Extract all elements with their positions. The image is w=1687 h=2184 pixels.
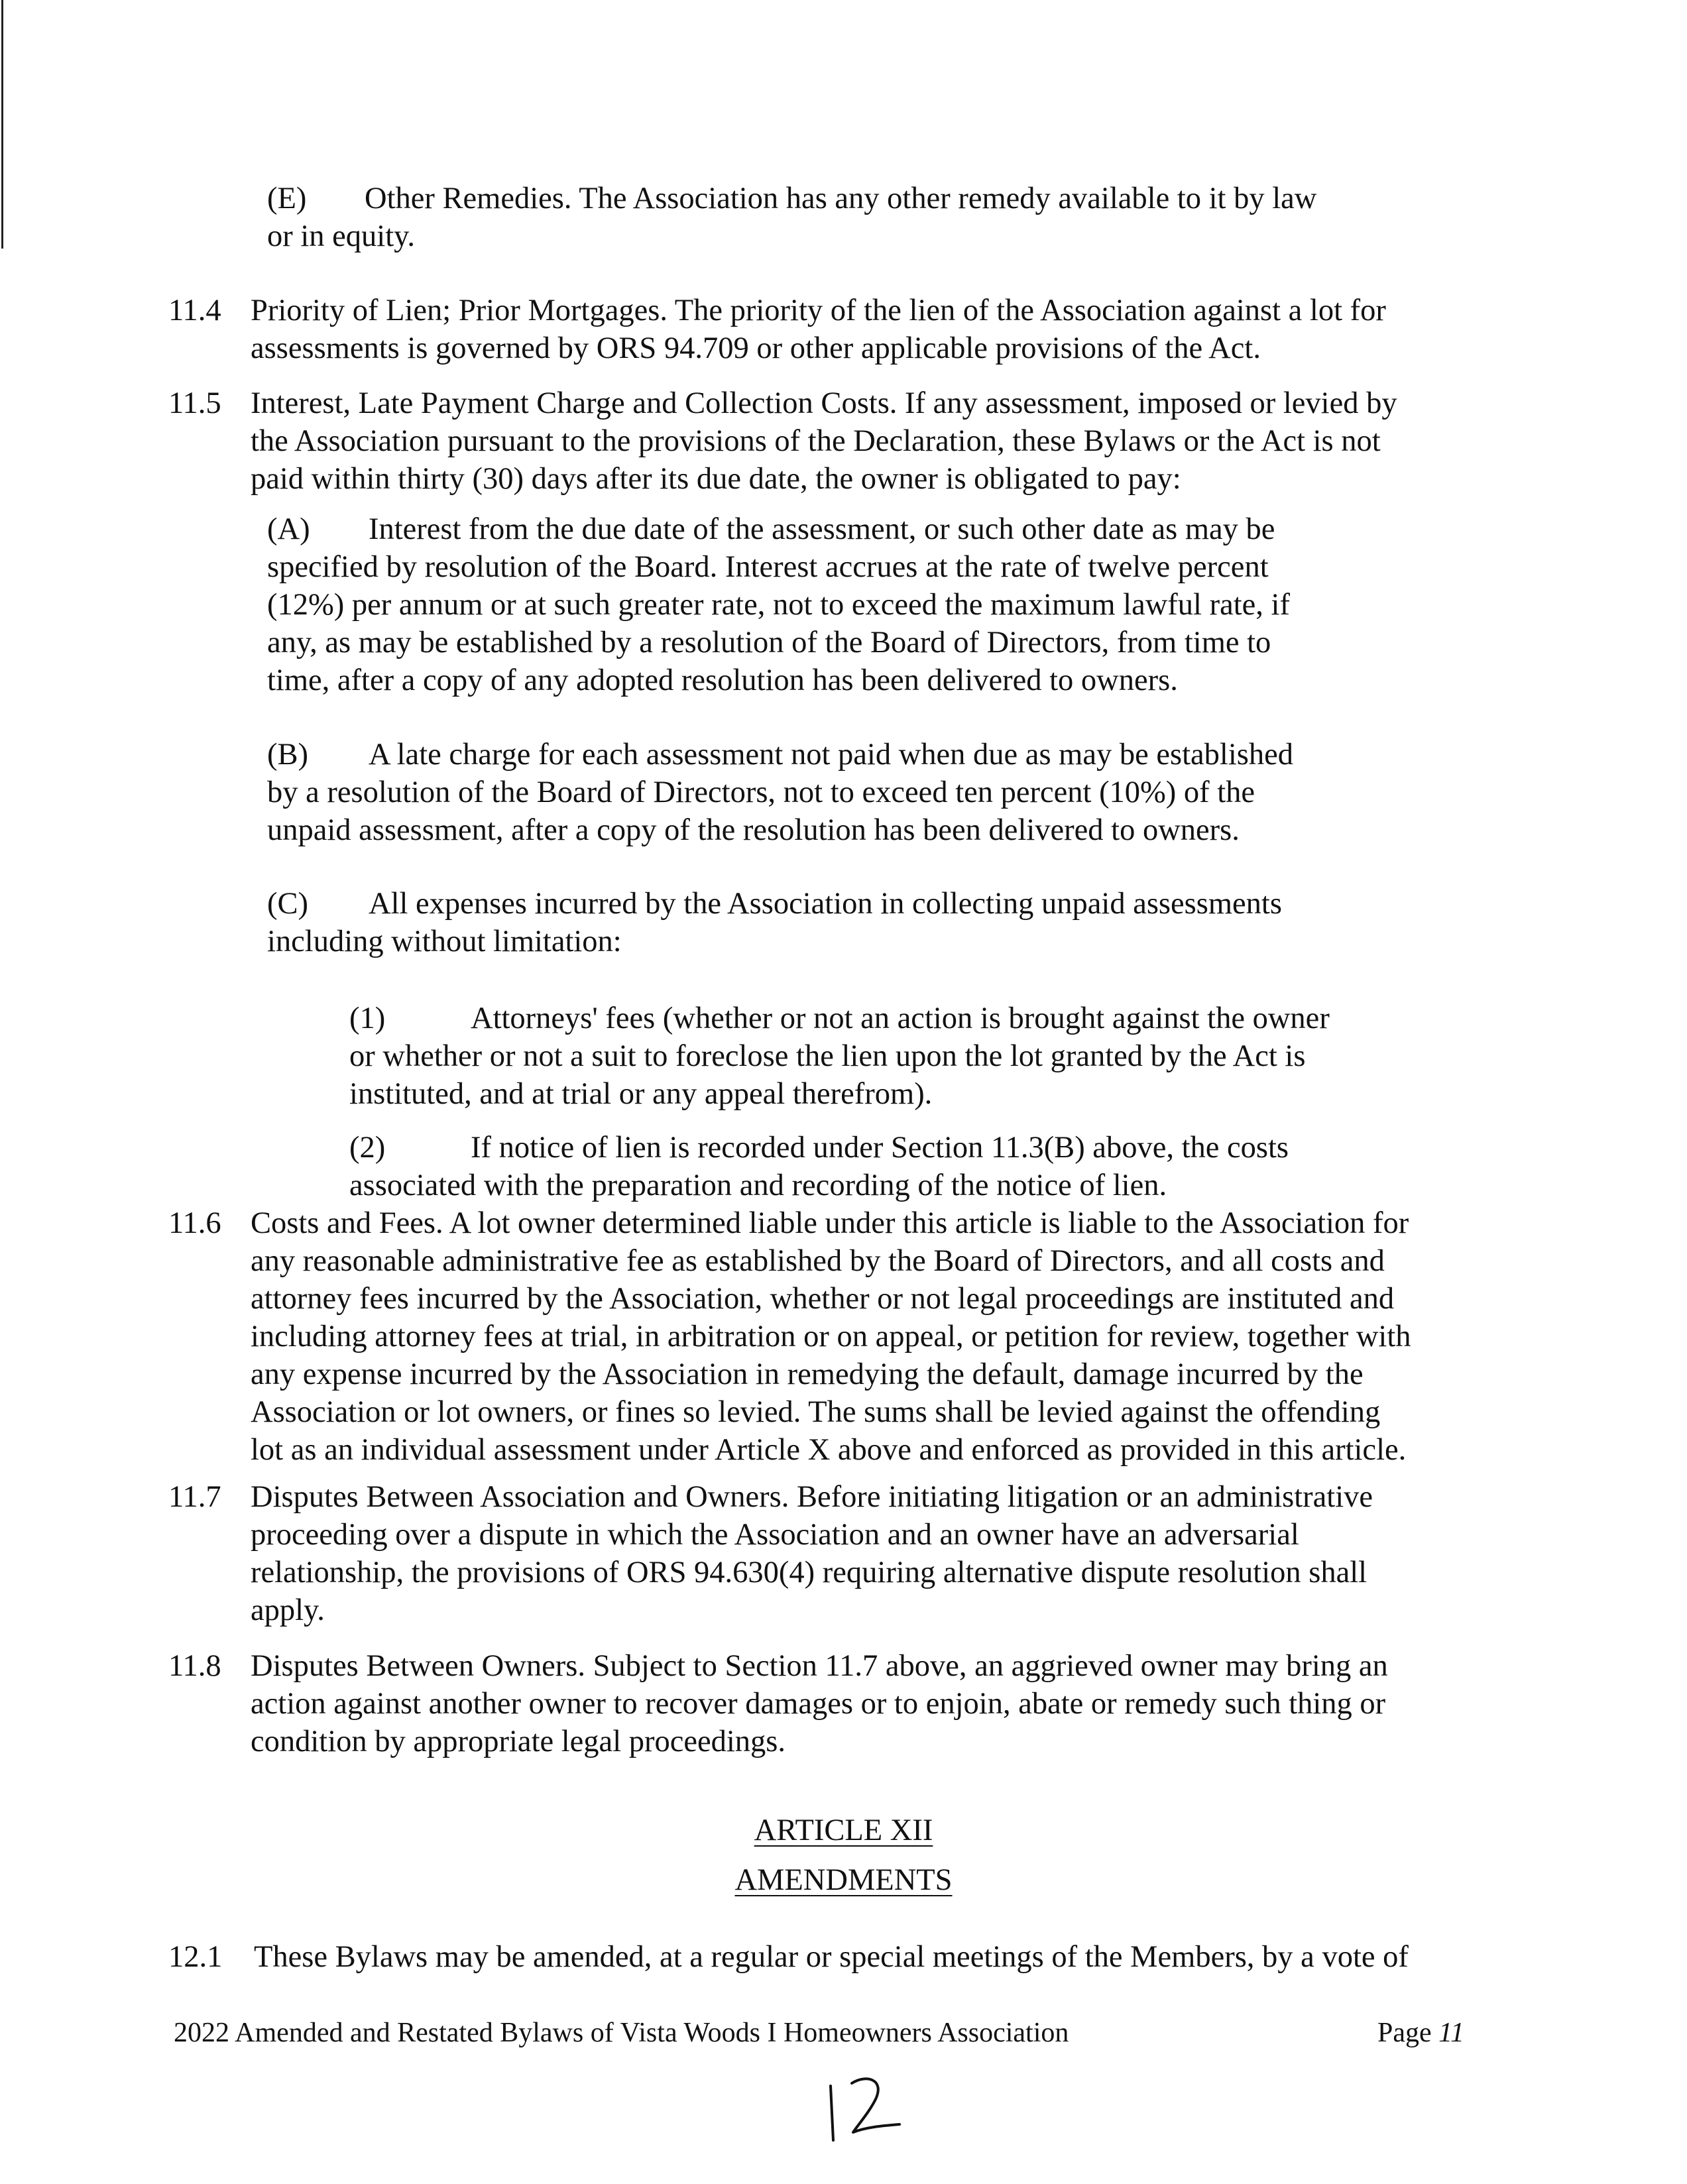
article-subtitle: AMENDMENTS [734, 1863, 953, 1897]
subsection-b: (B) A late charge for each assessment not paid when due as may be established by a resolution of the Board of Directors, not to exceed ten percent (10%) of the unpaid assessment, after a copy of the resolution has been delivered to owners. [267, 736, 1293, 849]
section-11-7: Disputes Between Association and Owners. Before initiating litigation or an administrative proceeding over a dispute in which the Association and an owner have an adversarial relationship, the provisions of ORS 94.630(4) requiring alternative dispute resolution shall apply. [251, 1480, 1373, 1627]
subsection-label: (C) [267, 887, 308, 921]
section-11-5: Interest, Late Payment Charge and Collection Costs. If any assessment, imposed or levied by the Association pursuant to the provisions of the Declaration, these Bylaws or the Act is not paid within thirty (30) days after its due date, the owner is obligated to pay: [251, 386, 1397, 496]
section-number: 11.7 [168, 1480, 221, 1514]
subsection-a: (A) Interest from the due date of the assessment, or such other date as may be specified by resolution of the Board. Interest accrues at the rate of twelve percent (12%) per annum or at such greater rate, not to exceed the maximum lawful rate, if any, as may be established by a resolution of the Board of Directors, from time to time, after a copy of any adopted resolution has been delivered to owners. [267, 510, 1290, 699]
article-title: ARTICLE XII [754, 1813, 933, 1847]
section-12-1: These Bylaws may be amended, at a regular or special meetings of the Members, by a vote of [254, 1940, 1409, 1974]
subsection-c: (C) All expenses incurred by the Association in collecting unpaid assessments including without limitation: [267, 885, 1282, 960]
subsection-label: (A) [267, 512, 310, 546]
section-number: 11.4 [168, 294, 221, 327]
section-11-8: Disputes Between Owners. Subject to Section 11.7 above, an aggrieved owner may bring an action against another owner to recover damages or to enjoin, abate or remedy such thing or condition by appropriate legal proceedings. [251, 1649, 1388, 1758]
subsection-e: (E) Other Remedies. The Association has any other remedy available to it by law or in equity. [267, 180, 1316, 255]
scan-edge-line [1, 0, 3, 249]
subsection-label: (1) [349, 1002, 386, 1035]
section-number: 11.6 [168, 1206, 221, 1240]
subsection-c-1: (1) Attorneys' fees (whether or not an action is brought against the owner or whether or not a suit to foreclose the lien upon the lot granted by the Act is instituted, and at trial or any appeal therefrom). [349, 1000, 1330, 1113]
section-11-6: Costs and Fees. A lot owner determined liable under this article is liable to the Association for any reasonable administrative fee as established by the Board of Directors, and all costs and attorney fees incurred by the Association, whether or not legal proceedings are instituted and including attorney fees at trial, in arbitration or on appeal, or petition for review, together with any expense incurred by the Association in remedying the default, damage incurred by the Association or lot owners, or fines so levied. The sums shall be levied against the offending lot as an individual assessment under Article X above and enforced as provided in this article. [251, 1206, 1411, 1467]
footer-page-number: Page 11 [1377, 2018, 1465, 2048]
section-number: 12.1 [168, 1940, 223, 1974]
footer-document-title: 2022 Amended and Restated Bylaws of Vista Woods I Homeowners Association [174, 2018, 1069, 2048]
subsection-label: (B) [267, 738, 308, 772]
subsection-label: (E) [267, 182, 307, 215]
subsection-label: (2) [349, 1131, 386, 1165]
section-number: 11.8 [168, 1649, 221, 1683]
section-11-4: Priority of Lien; Prior Mortgages. The priority of the lien of the Association against a lot for assessments is governed by ORS 94.709 or other applicable provisions of the Act. [251, 294, 1386, 365]
subsection-c-2: (2) If notice of lien is recorded under Section 11.3(B) above, the costs associated with the preparation and recording of the notice of lien. [349, 1129, 1289, 1204]
handwritten-page-mark [819, 2071, 905, 2144]
section-number: 11.5 [168, 386, 221, 420]
